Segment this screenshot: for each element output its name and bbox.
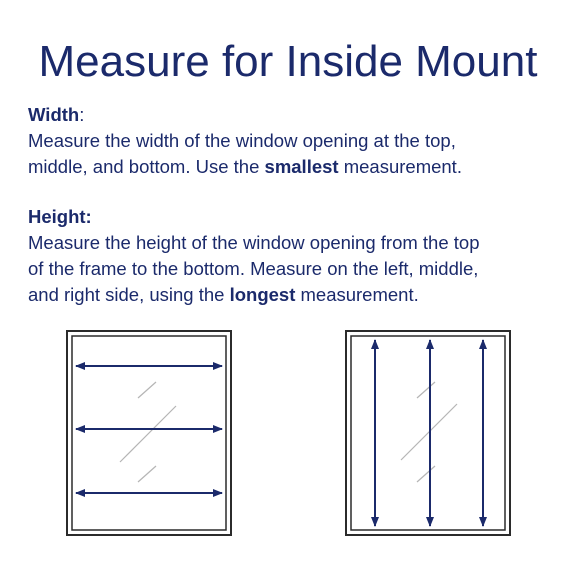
glass-glint-line [417, 382, 435, 398]
height-section [28, 204, 558, 308]
window-width-measure-icon [66, 330, 232, 536]
glass-glint-line [138, 466, 156, 482]
width-heading-line [28, 102, 558, 128]
width-text-line-2 [28, 154, 558, 180]
glass-glint-line [120, 406, 176, 462]
width-heading-colon: : [79, 104, 85, 125]
height-emphasis-longest: longest [229, 284, 296, 305]
height-heading: Height: [28, 206, 92, 227]
width-text-line-2-start: middle, and bottom. Use the [28, 156, 265, 177]
width-heading: Width [28, 104, 80, 125]
width-text-line-2-end: measurement. [338, 156, 462, 177]
height-text-line-3-end: measurement. [295, 284, 419, 305]
glass-glint-line [417, 466, 435, 482]
width-section [28, 102, 558, 180]
width-text-line-1: Measure the width of the window opening at the top, [28, 130, 456, 151]
glass-glint-line [138, 382, 156, 398]
page-title: Measure for Inside Mount [38, 37, 538, 86]
height-text-line-2: of the frame to the bottom. Measure on the left, middle, [28, 258, 479, 279]
width-emphasis-smallest: smallest [264, 156, 339, 177]
height-text-line-3-start: and right side, using the [28, 284, 230, 305]
window-height-measure-icon [345, 330, 511, 536]
height-text-line-3 [28, 282, 558, 308]
height-text-line-1: Measure the height of the window opening from the top [28, 232, 480, 253]
